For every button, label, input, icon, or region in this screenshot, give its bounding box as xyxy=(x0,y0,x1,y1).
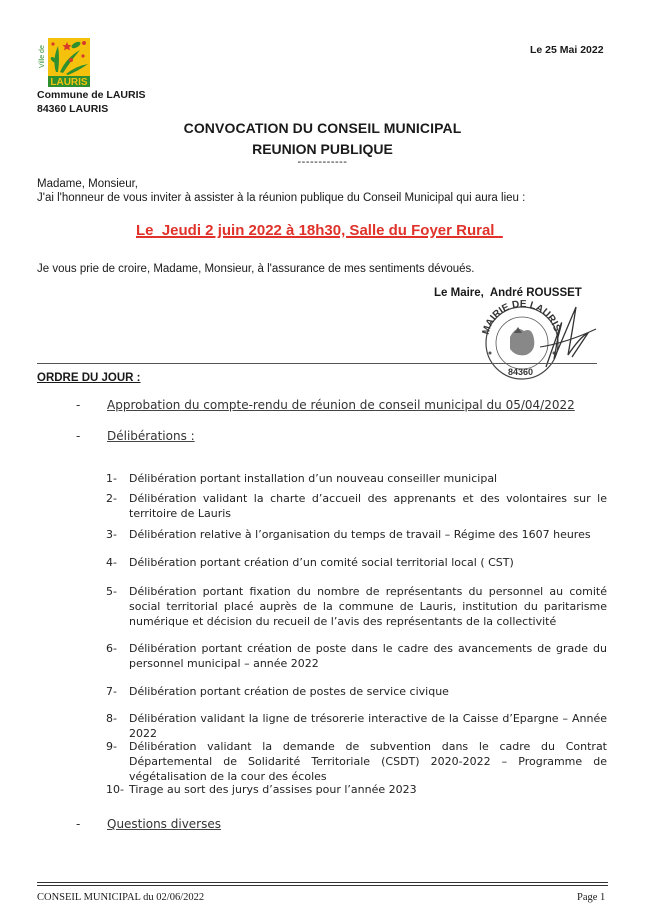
item-text: Tirage au sort des jurys d’assises pour l’année 2023 xyxy=(129,783,417,796)
item-number: 9- xyxy=(106,740,117,753)
item-text: Délibération validant la demande de subvention dans le cadre du Contrat Départemental de Solidarité Territoriale (CSDT) 2020-2022 – Programme de végétalisation de la cour des écoles xyxy=(129,740,607,783)
agenda-heading: ORDRE DU JOUR : xyxy=(37,372,141,384)
item-text: Délibération relative à l’organisation du temps de travail – Régime des 1607 heures xyxy=(129,528,591,541)
commune-address xyxy=(37,88,146,116)
commune-name: Commune de LAURIS xyxy=(37,89,146,101)
item-text: Délibération portant installation d’un nouveau conseiller municipal xyxy=(129,472,498,485)
agenda-item-label: Approbation du compte-rendu de réunion de conseil municipal du 05/04/2022 xyxy=(107,398,575,412)
item-number: 2- xyxy=(106,492,117,505)
footer-divider xyxy=(37,882,608,883)
section-divider xyxy=(37,363,597,364)
item-number: 7- xyxy=(106,685,117,698)
agenda-item-label: Délibérations : xyxy=(107,429,195,443)
letter-date: Le 25 Mai 2022 xyxy=(530,44,604,56)
item-number: 1- xyxy=(106,472,117,485)
meeting-details: Le Jeudi 2 juin 2022 à 18h30, Salle du Foyer Rural xyxy=(136,222,503,239)
item-number: 8- xyxy=(106,712,117,725)
mayor-stamp-signature xyxy=(476,297,600,381)
footer-meeting-label: CONSEIL MUNICIPAL du 02/06/2022 xyxy=(37,892,205,903)
item-number: 3- xyxy=(106,528,117,541)
item-text: Délibération validant la ligne de trésorerie interactive de la Caisse d’Epargne – Année 2022 xyxy=(129,712,607,740)
document-title: CONVOCATION DU CONSEIL MUNICIPAL xyxy=(183,120,462,136)
item-text: Délibération portant création de poste dans le cadre des avancements de grade du personnel municipal – année 2022 xyxy=(129,642,607,670)
document-subtitle: REUNION PUBLIQUE xyxy=(252,141,393,157)
title-separator: ------------ xyxy=(297,156,348,168)
signer-name: Le Maire, André ROUSSET xyxy=(434,287,582,299)
logo-text: Ville de xyxy=(39,45,46,68)
agenda-item-label: Questions diverses xyxy=(107,817,221,831)
logo-name: LAURIS xyxy=(50,77,88,88)
bullet-dash: - xyxy=(76,398,81,412)
item-text: Délibération portant création d’un comité social territorial local ( CST) xyxy=(129,556,514,569)
lauris-logo xyxy=(36,38,92,88)
item-number: 6- xyxy=(106,642,117,655)
item-text: Délibération portant création de postes de service civique xyxy=(129,685,449,698)
stamp-text: MAIRIE DE LAURIS xyxy=(480,298,563,336)
salutation: Madame, Monsieur, xyxy=(37,178,138,190)
commune-postcode: 84360 LAURIS xyxy=(37,103,109,115)
item-text: Délibération portant fixation du nombre de représentants du personnel au comité social territorial placé auprès de la commune de Lauris, institution du paritarisme numérique et décision du recueil de l’avis des représentants de la collectivité xyxy=(129,585,607,628)
item-number: 5- xyxy=(106,585,117,598)
bullet-dash: - xyxy=(76,429,81,443)
item-number: 10- xyxy=(106,783,124,796)
bullet-dash: - xyxy=(76,817,81,831)
footer-divider-thin xyxy=(37,885,608,886)
item-text: Délibération validant la charte d’accueil des apprenants et des volontaires sur le territoire de Lauris xyxy=(129,492,607,520)
item-number: 4- xyxy=(106,556,117,569)
invitation-text: J'ai l'honneur de vous inviter à assister à la réunion publique du Conseil Municipal qui aura lieu : xyxy=(37,192,526,204)
stamp-code: 84360 xyxy=(508,367,534,377)
footer-page-number: Page 1 xyxy=(577,892,606,903)
closing-text: Je vous prie de croire, Madame, Monsieur, à l'assurance de mes sentiments dévoués. xyxy=(37,263,475,275)
